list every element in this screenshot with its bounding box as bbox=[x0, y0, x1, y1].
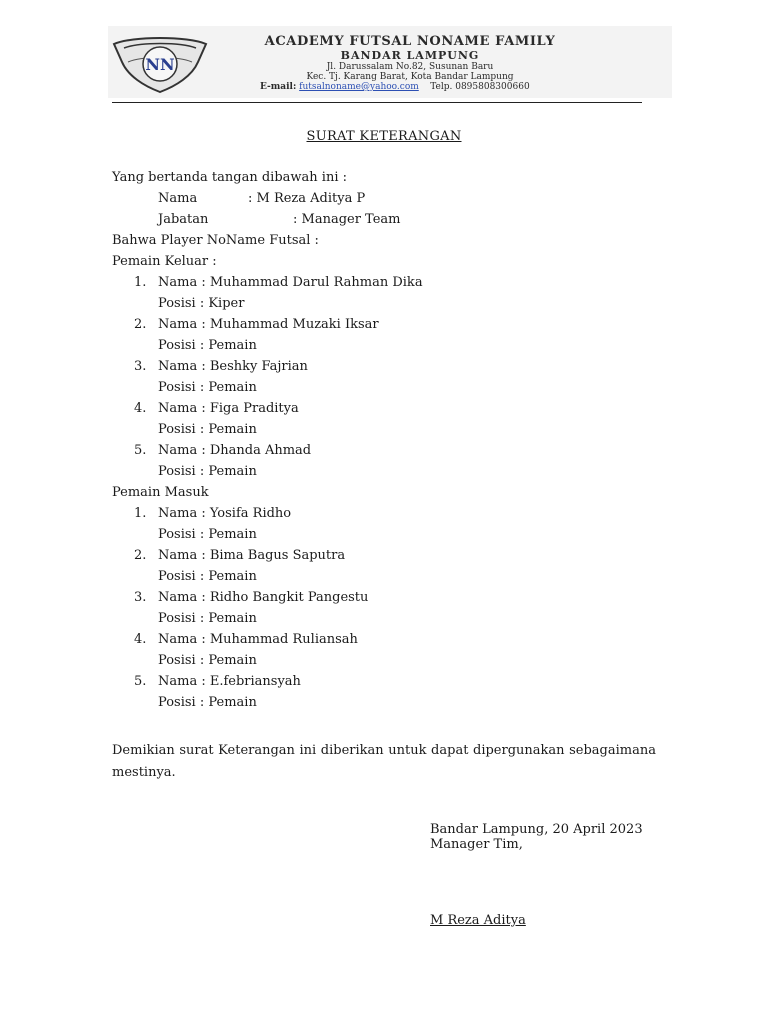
list-item-number: 1. bbox=[134, 275, 147, 290]
players-in-heading: Pemain Masuk bbox=[112, 485, 209, 500]
player-name: Nama : Ridho Bangkit Pangestu bbox=[158, 590, 369, 605]
player-name: Nama : Muhammad Darul Rahman Dika bbox=[158, 275, 423, 290]
signer-position-value: : Manager Team bbox=[293, 212, 401, 227]
player-name: Nama : Yosifa Ridho bbox=[158, 506, 292, 521]
list-item-number: 5. bbox=[134, 443, 147, 458]
list-item-number: 4. bbox=[134, 401, 147, 416]
email-link[interactable]: futsalnoname@yahoo.com bbox=[299, 82, 419, 92]
player-position: Posisi : Pemain bbox=[158, 695, 257, 710]
list-item-number: 5. bbox=[134, 674, 147, 689]
intro-text: Yang bertanda tangan dibawah ini : bbox=[112, 170, 347, 185]
player-position: Posisi : Pemain bbox=[158, 464, 257, 479]
list-item-number: 3. bbox=[134, 359, 147, 374]
player-name: Nama : Beshky Fajrian bbox=[158, 359, 308, 374]
list-item-number: 4. bbox=[134, 632, 147, 647]
email-label: E-mail: bbox=[260, 82, 297, 92]
player-name: Nama : Muhammad Ruliansah bbox=[158, 632, 358, 647]
player-position: Posisi : Pemain bbox=[158, 569, 257, 584]
svg-text:NN: NN bbox=[145, 55, 175, 74]
player-position: Posisi : Pemain bbox=[158, 611, 257, 626]
player-name: Nama : Muhammad Muzaki Iksar bbox=[158, 317, 379, 332]
address-line-2: Kec. Tj. Karang Barat, Kota Bandar Lampung bbox=[306, 72, 514, 82]
list-item-number: 1. bbox=[134, 506, 147, 521]
player-name: Nama : Figa Praditya bbox=[158, 401, 299, 416]
player-position: Posisi : Pemain bbox=[158, 422, 257, 437]
signature-role: Manager Tim, bbox=[430, 837, 523, 852]
player-name: Nama : Dhanda Ahmad bbox=[158, 443, 312, 458]
player-position: Posisi : Pemain bbox=[158, 527, 257, 542]
academy-city: BANDAR LAMPUNG bbox=[340, 49, 480, 62]
player-name: Nama : Bima Bagus Saputra bbox=[158, 548, 346, 563]
contact-line bbox=[260, 82, 580, 92]
academy-logo-icon bbox=[112, 32, 208, 94]
closing-paragraph: Demikian surat Keterangan ini diberikan untuk dapat dipergunakan sebagaimana mestinya. bbox=[112, 743, 656, 780]
signature-name: M Reza Aditya bbox=[430, 913, 526, 928]
signer-name-label: Nama bbox=[158, 191, 198, 206]
signer-position-label: Jabatan bbox=[158, 212, 209, 227]
list-item-number: 2. bbox=[134, 317, 147, 332]
player-position: Posisi : Pemain bbox=[158, 380, 257, 395]
phone-number: Telp. 0895808300660 bbox=[430, 82, 530, 92]
signer-name-value: : M Reza Aditya P bbox=[248, 191, 366, 206]
players-out-heading: Pemain Keluar : bbox=[112, 254, 217, 269]
player-position: Posisi : Pemain bbox=[158, 338, 257, 353]
letterhead-divider bbox=[112, 102, 642, 103]
player-name: Nama : E.febriansyah bbox=[158, 674, 301, 689]
player-position: Posisi : Kiper bbox=[158, 296, 245, 311]
document-title: SURAT KETERANGAN bbox=[306, 129, 462, 144]
letterhead bbox=[108, 26, 672, 98]
statement-text: Bahwa Player NoName Futsal : bbox=[112, 233, 319, 248]
list-item-number: 3. bbox=[134, 590, 147, 605]
academy-name: ACADEMY FUTSAL NONAME FAMILY bbox=[264, 34, 556, 49]
signature-place-date: Bandar Lampung, 20 April 2023 bbox=[430, 822, 643, 837]
address-line-1: Jl. Darussalam No.82, Susunan Baru bbox=[326, 62, 494, 72]
list-item-number: 2. bbox=[134, 548, 147, 563]
player-position: Posisi : Pemain bbox=[158, 653, 257, 668]
